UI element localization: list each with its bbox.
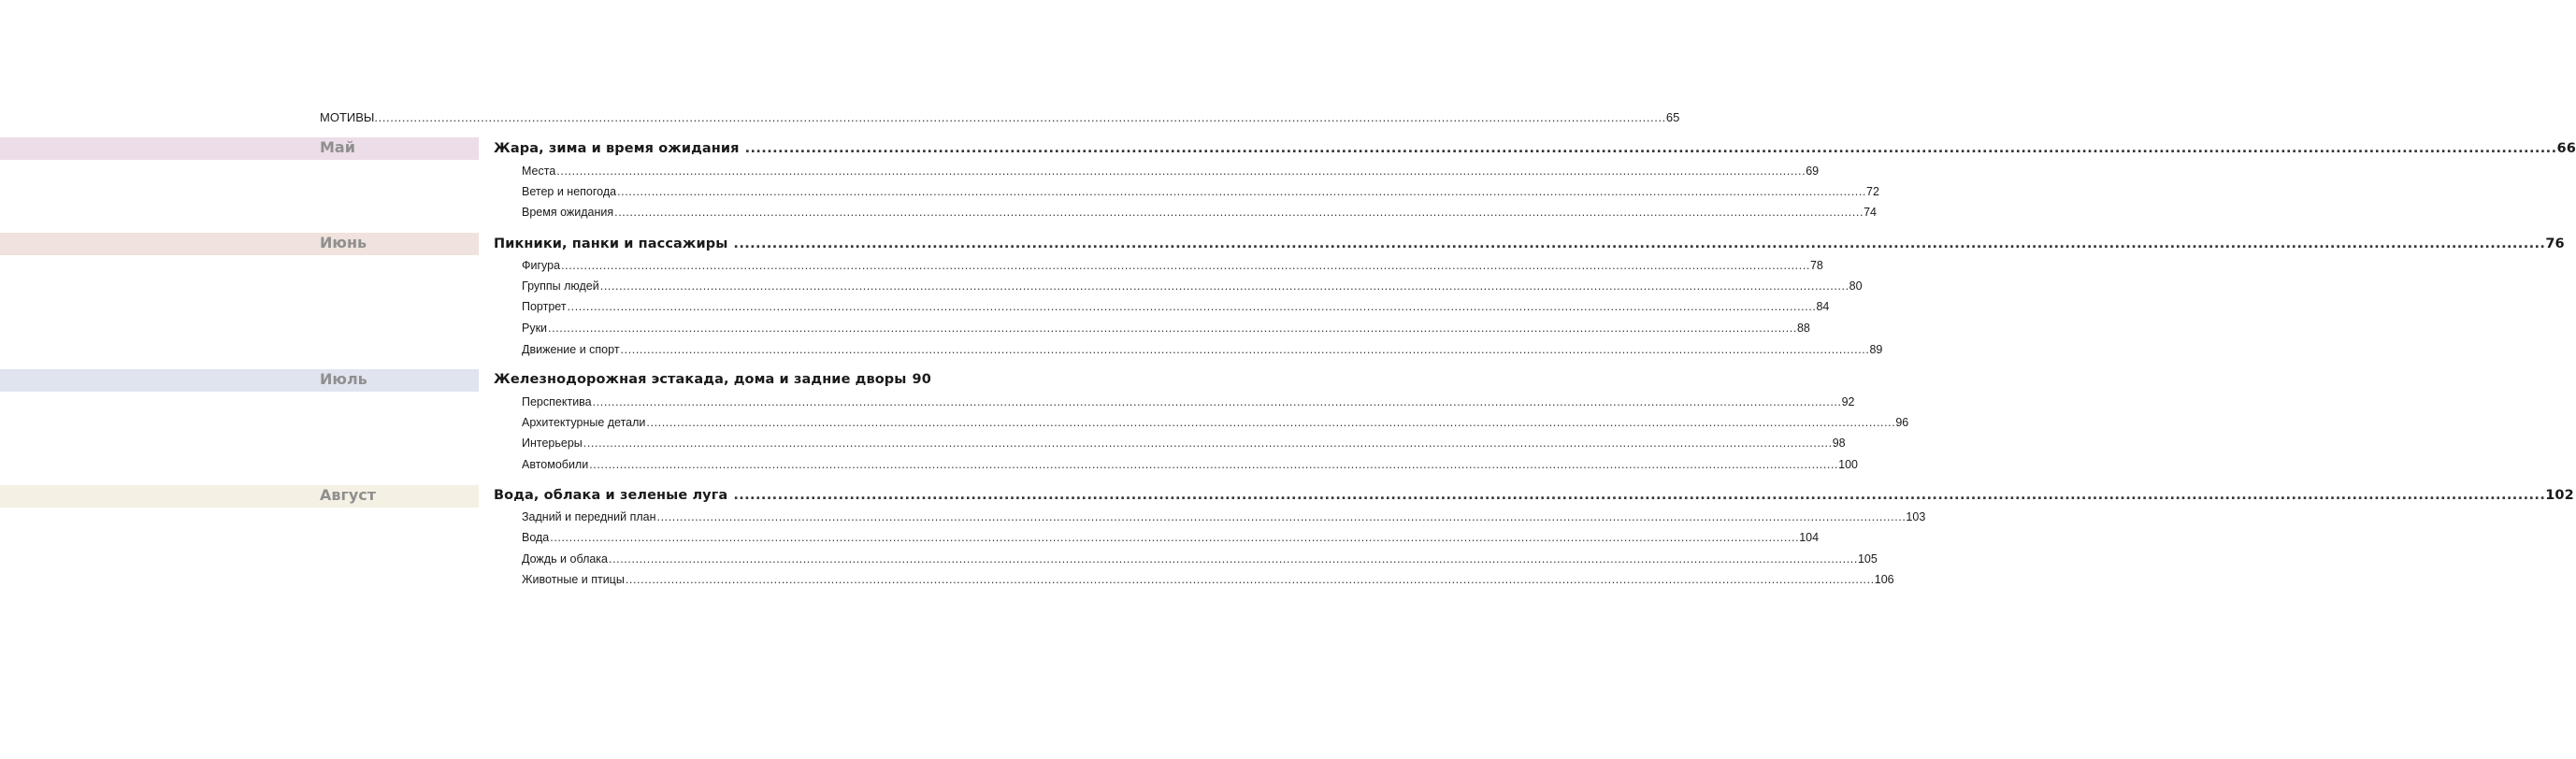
toc-entry-label: Группы людей <box>522 279 599 293</box>
toc-section-july[interactable] <box>494 372 931 387</box>
toc-entry[interactable] <box>522 343 1883 356</box>
toc-entry-label: Интерьеры <box>522 437 583 450</box>
dot-leader <box>600 279 1849 293</box>
toc-section-page: 76 <box>2545 236 2565 251</box>
toc-entry[interactable] <box>522 395 1855 408</box>
dot-leader <box>614 206 1864 219</box>
toc-entry-page: 72 <box>1866 185 1879 198</box>
month-band-august <box>0 485 479 508</box>
dot-leader <box>550 531 1799 544</box>
month-band-may <box>0 137 479 160</box>
toc-entry[interactable] <box>522 165 1820 178</box>
toc-entry-page: 105 <box>1857 552 1878 566</box>
dot-leader <box>733 488 2545 503</box>
toc-entry-motifs[interactable] <box>320 110 1680 124</box>
dot-leader <box>568 300 1817 313</box>
dot-leader <box>657 510 1907 523</box>
dot-leader <box>589 458 1838 471</box>
toc-entry-page: 98 <box>1832 437 1846 450</box>
dot-leader <box>583 437 1833 450</box>
toc-entry[interactable] <box>522 573 1894 586</box>
toc-entry-page: 89 <box>1869 343 1883 356</box>
month-band-june <box>0 233 479 255</box>
toc-entry-page: 106 <box>1874 573 1894 586</box>
dot-leader <box>561 259 1810 272</box>
toc-entry[interactable] <box>522 300 1830 313</box>
dot-leader <box>646 416 1895 429</box>
dot-leader <box>556 165 1806 178</box>
dot-leader <box>733 236 2545 251</box>
dot-leader <box>745 141 2557 156</box>
toc-entry[interactable] <box>522 437 1846 450</box>
month-name-may: Май <box>320 138 355 156</box>
toc-entry-label: Фигура <box>522 259 561 272</box>
toc-entry[interactable] <box>522 416 1909 429</box>
toc-entry[interactable] <box>522 458 1858 471</box>
toc-entry-page: 80 <box>1849 279 1863 293</box>
toc-section-august[interactable] <box>494 488 2574 503</box>
toc-entry-page: 88 <box>1796 322 1810 335</box>
toc-entry-page: 104 <box>1799 531 1820 544</box>
toc-entry[interactable] <box>522 510 1926 523</box>
toc-section-page: 90 <box>912 372 931 387</box>
toc-entry-page: 100 <box>1838 458 1858 471</box>
toc-entry-label: Ветер и непогода <box>522 185 617 198</box>
dot-leader <box>609 552 1858 566</box>
toc-entry[interactable] <box>522 259 1823 272</box>
toc-entry-page: 84 <box>1816 300 1830 313</box>
toc-entry-label: Дождь и облака <box>522 552 609 566</box>
dot-leader <box>374 110 1665 124</box>
month-name-june: Июнь <box>320 234 367 251</box>
toc-entry-label: Архитектурные детали <box>522 416 646 429</box>
dot-leader <box>548 322 1797 335</box>
toc-entry[interactable] <box>522 185 1879 198</box>
dot-leader <box>621 343 1870 356</box>
toc-section-page: 66 <box>2556 141 2576 156</box>
toc-section-title: Вода, облака и зеленые луга <box>494 488 733 503</box>
toc-entry-label: Перспектива <box>522 395 592 408</box>
toc-entry-label: Места <box>522 165 556 178</box>
toc-entry-label: МОТИВЫ <box>320 110 375 124</box>
toc-section-page: 102 <box>2545 488 2574 503</box>
dot-leader <box>617 185 1866 198</box>
toc-entry-page: 96 <box>1895 416 1909 429</box>
toc-entry[interactable] <box>522 279 1863 293</box>
toc-section-may[interactable] <box>494 141 2576 156</box>
toc-entry-label: Руки <box>522 322 548 335</box>
dot-leader <box>593 395 1842 408</box>
toc-entry[interactable] <box>522 206 1877 219</box>
toc-entry-label: Вода <box>522 531 550 544</box>
toc-section-title: Пикники, панки и пассажиры <box>494 236 733 251</box>
toc-entry-page: 74 <box>1864 206 1877 219</box>
toc-entry-page: 65 <box>1665 110 1680 124</box>
dot-leader <box>626 573 1875 586</box>
month-name-july: Июль <box>320 370 367 388</box>
toc-section-title: Железнодорожная эстакада, дома и задние дворы <box>494 372 913 387</box>
toc-entry-label: Задний и передний план <box>522 510 656 523</box>
toc-entry[interactable] <box>522 322 1810 335</box>
month-name-august: Август <box>320 486 377 504</box>
month-band-july <box>0 369 479 392</box>
toc-entry-page: 103 <box>1906 510 1926 523</box>
toc-entry[interactable] <box>522 552 1878 566</box>
toc-entry-label: Автомобили <box>522 458 589 471</box>
toc-entry-label: Портрет <box>522 300 567 313</box>
toc-entry-page: 69 <box>1806 165 1820 178</box>
toc-section-june[interactable] <box>494 236 2565 251</box>
toc-entry-page: 78 <box>1809 259 1823 272</box>
toc-entry-label: Время ожидания <box>522 206 614 219</box>
toc-entry-label: Движение и спорт <box>522 343 620 356</box>
toc-section-title: Жара, зима и время ожидания <box>494 141 745 156</box>
toc-entry-page: 92 <box>1841 395 1855 408</box>
toc-entry[interactable] <box>522 531 1820 544</box>
toc-entry-label: Животные и птицы <box>522 573 625 586</box>
